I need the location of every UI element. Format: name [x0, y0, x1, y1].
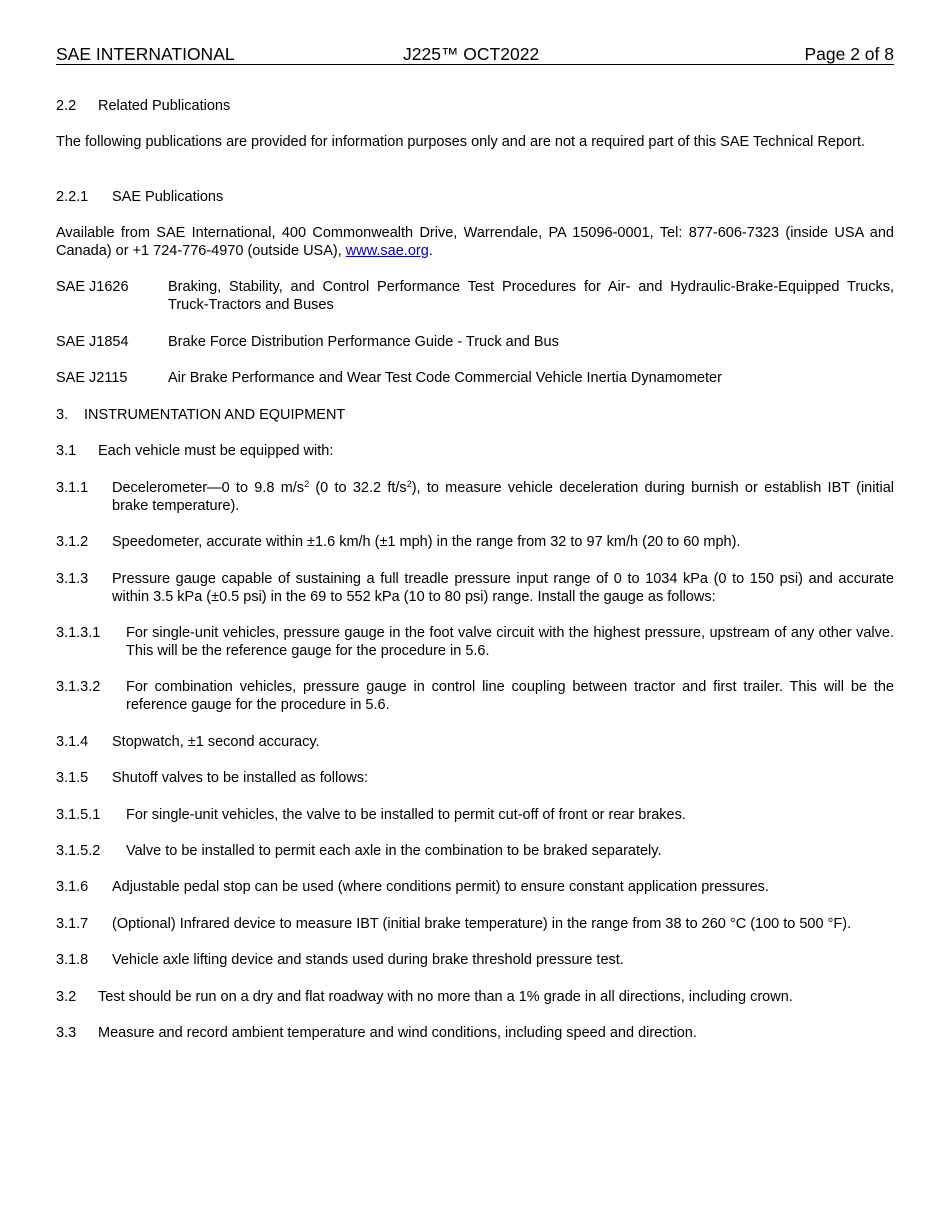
availability-period: . — [428, 243, 433, 259]
header-page-number: Page 2 of 8 — [804, 44, 894, 64]
clause-text: For single-unit vehicles, pressure gauge in the foot valve circuit with the highest pressure, upstream of any other valve. This will be the reference gauge for the procedure in 5.6. — [126, 625, 894, 659]
clause-text: Stopwatch, ±1 second accuracy. — [112, 734, 320, 750]
header-organization: SAE INTERNATIONAL — [56, 44, 235, 64]
clause-number: 3.1.7 — [56, 916, 89, 932]
section-number: 3. — [56, 407, 69, 423]
clause-text: Shutoff valves to be installed as follows: — [112, 770, 369, 786]
reference-id: SAE J1854 — [56, 334, 129, 350]
clause-number: 3.1.4 — [56, 734, 89, 750]
reference-title: Braking, Stability, and Control Performance Test Procedures for Air- and Hydraulic-Brake-Equipped Trucks, Truck-Tractors and Buses — [168, 279, 894, 313]
clause-number: 3.1.2 — [56, 534, 89, 550]
section-number: 2.2 — [56, 98, 77, 114]
clause-number: 3.1.3.2 — [56, 679, 101, 695]
clause-text: For single-unit vehicles, the valve to be installed to permit cut-off of front or rear brakes. — [126, 807, 686, 823]
clause-text: (Optional) Infrared device to measure IBT (initial brake temperature) in the range from 38 to 260 °C (100 to 500 °F). — [112, 916, 852, 932]
header-document-id: J225™ OCT2022 — [403, 44, 540, 64]
page-header — [56, 44, 894, 65]
section-number: 2.2.1 — [56, 189, 89, 205]
clause-text: Speedometer, accurate within ±1.6 km/h (±1 mph) in the range from 32 to 97 km/h (20 to 60 mph). — [112, 534, 741, 550]
superscript: 2 — [304, 479, 310, 489]
clause-number: 3.1.5 — [56, 770, 89, 786]
reference-id: SAE J2115 — [56, 370, 128, 386]
text-part: (0 to 32.2 ft/s — [309, 480, 407, 496]
clause-number: 3.1.1 — [56, 480, 89, 496]
text-part: ), to measure vehicle deceleration during burnish or establish IBT (initial brake temperature). — [112, 480, 894, 514]
clause-text: For combination vehicles, pressure gauge in control line coupling between tractor and first trailer. This will be the reference gauge for the procedure in 5.6. — [126, 679, 894, 713]
document-page — [56, 44, 894, 1041]
clause-number: 3.1.5.2 — [56, 843, 101, 859]
clause-number: 3.1.5.1 — [56, 807, 101, 823]
clause-text: Pressure gauge capable of sustaining a full treadle pressure input range of 0 to 1034 kPa (0 to 150 psi) and accurate within 3.5 kPa (±0.5 psi) in the 69 to 552 kPa (10 to 80 psi) range. Install the gauge as follows: — [112, 571, 894, 605]
clause-number: 3.1.8 — [56, 952, 89, 968]
reference-title: Brake Force Distribution Performance Guide - Truck and Bus — [168, 334, 559, 350]
clause-text — [112, 479, 894, 515]
related-publications-paragraph: The following publications are provided for information purposes only and are not a required part of this SAE Technical Report. — [56, 134, 865, 150]
superscript: 2 — [406, 479, 412, 489]
reference-id: SAE J1626 — [56, 279, 129, 295]
sae-website-link[interactable]: www.sae.org — [345, 243, 429, 259]
availability-text: Available from SAE International, 400 Commonwealth Drive, Warrendale, PA 15096-0001, Tel: 877-606-7323 (inside USA and Canada) or +1 724-776-4970 (outside USA), — [56, 225, 894, 259]
clause-text: Vehicle axle lifting device and stands used during brake threshold pressure test. — [112, 952, 624, 968]
clause-number: 3.1.3 — [56, 571, 89, 587]
clause-number: 3.2 — [56, 989, 77, 1005]
clause-text: Measure and record ambient temperature and wind conditions, including speed and direction. — [98, 1025, 697, 1041]
section-title: SAE Publications — [112, 189, 224, 205]
reference-title: Air Brake Performance and Wear Test Code Commercial Vehicle Inertia Dynamometer — [168, 370, 722, 386]
clause-text: Valve to be installed to permit each axle in the combination to be braked separately. — [126, 843, 662, 859]
clause-text: Each vehicle must be equipped with: — [98, 443, 334, 459]
clause-text: Adjustable pedal stop can be used (where conditions permit) to ensure constant application pressures. — [112, 879, 769, 895]
clause-number: 3.1.3.1 — [56, 625, 101, 641]
clause-number: 3.3 — [56, 1025, 77, 1041]
clause-number: 3.1 — [56, 443, 77, 459]
clause-number: 3.1.6 — [56, 879, 89, 895]
section-title: Related Publications — [98, 98, 231, 114]
availability-paragraph — [56, 224, 894, 260]
section-title: INSTRUMENTATION AND EQUIPMENT — [84, 407, 346, 423]
text-part: Decelerometer—0 to 9.8 m/s — [112, 480, 305, 496]
clause-text: Test should be run on a dry and flat roadway with no more than a 1% grade in all directions, including crown. — [98, 989, 793, 1005]
